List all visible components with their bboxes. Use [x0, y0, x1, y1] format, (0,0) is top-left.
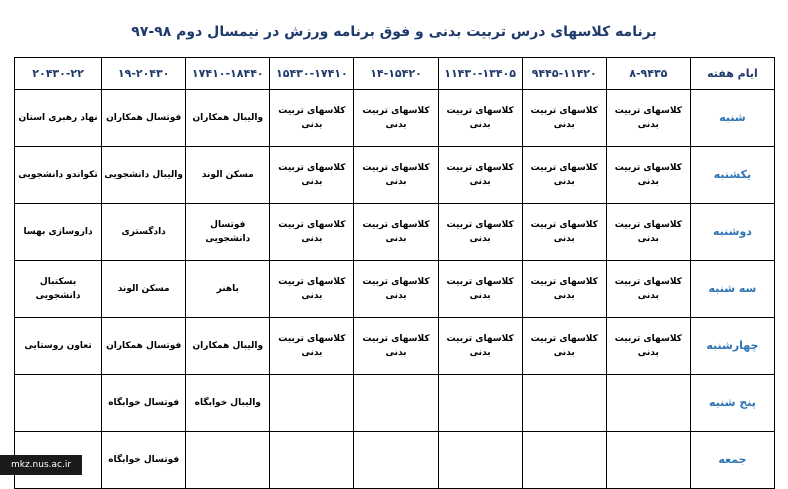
schedule-cell: کلاسهای تربیت بدنی — [354, 90, 438, 147]
schedule-cell: کلاسهای تربیت بدنی — [270, 261, 354, 318]
schedule-cell — [270, 432, 354, 489]
header-slot: ۱۹-۲۰۴۳۰ — [102, 58, 186, 90]
schedule-cell: والیبال همکاران — [186, 318, 270, 375]
schedule-cell — [15, 375, 102, 432]
day-cell: شنبه — [690, 90, 774, 147]
schedule-cell: کلاسهای تربیت بدنی — [354, 147, 438, 204]
schedule-cell: بسکتبال دانشجویی — [15, 261, 102, 318]
schedule-cell: کلاسهای تربیت بدنی — [438, 318, 522, 375]
schedule-cell: فوتسال خوابگاه — [102, 375, 186, 432]
schedule-cell: والیبال همکاران — [186, 90, 270, 147]
watermark: mkz.nus.ac.ir — [0, 455, 82, 475]
schedule-cell: کلاسهای تربیت بدنی — [606, 318, 690, 375]
header-row — [15, 58, 775, 90]
schedule-cell: کلاسهای تربیت بدنی — [438, 90, 522, 147]
page-title: برنامه کلاسهای درس تربیت بدنی و فوق برنامه ورزش در نیمسال دوم ۹۸-۹۷ — [131, 24, 657, 40]
schedule-cell — [270, 375, 354, 432]
schedule-cell — [522, 375, 606, 432]
schedule-cell: فوتسال دانشجویی — [186, 204, 270, 261]
header-slot: ۹۴۴۵-۱۱۴۲۰ — [522, 58, 606, 90]
schedule-cell: کلاسهای تربیت بدنی — [354, 261, 438, 318]
schedule-cell: کلاسهای تربیت بدنی — [606, 204, 690, 261]
schedule-cell: کلاسهای تربیت بدنی — [606, 147, 690, 204]
schedule-cell: فوتسال همکاران — [102, 318, 186, 375]
schedule-cell: کلاسهای تربیت بدنی — [522, 147, 606, 204]
schedule-cell — [354, 432, 438, 489]
schedule-cell: مسکن الوند — [102, 261, 186, 318]
table-row — [15, 147, 775, 204]
day-cell: یکشنبه — [690, 147, 774, 204]
header-slot: ۱۱۴۳۰-۱۳۴۰۵ — [438, 58, 522, 90]
schedule-cell — [606, 432, 690, 489]
header-slot: ۱۷۴۱۰-۱۸۴۴۰ — [186, 58, 270, 90]
schedule-cell — [186, 432, 270, 489]
schedule-cell: نهاد رهبری استان — [15, 90, 102, 147]
schedule-cell: فوتسال همکاران — [102, 90, 186, 147]
schedule-cell: دادگستری — [102, 204, 186, 261]
table-row — [15, 432, 775, 489]
schedule-cell: والیبال دانشجویی — [102, 147, 186, 204]
schedule-cell: باهنر — [186, 261, 270, 318]
header-day: ایام هفته — [690, 58, 774, 90]
header-slot: ۲۰۴۳۰-۲۲ — [15, 58, 102, 90]
schedule-cell: کلاسهای تربیت بدنی — [522, 318, 606, 375]
schedule-cell: کلاسهای تربیت بدنی — [270, 204, 354, 261]
day-cell: جمعه — [690, 432, 774, 489]
schedule-cell — [438, 375, 522, 432]
schedule-cell: کلاسهای تربیت بدنی — [606, 90, 690, 147]
header-slot: ۸-۹۴۳۵ — [606, 58, 690, 90]
table-row — [15, 261, 775, 318]
day-cell: دوشنبه — [690, 204, 774, 261]
schedule-cell: کلاسهای تربیت بدنی — [354, 318, 438, 375]
schedule-cell: تکواندو دانشجویی — [15, 147, 102, 204]
schedule-cell — [522, 432, 606, 489]
schedule-cell: کلاسهای تربیت بدنی — [438, 204, 522, 261]
schedule-cell: کلاسهای تربیت بدنی — [522, 261, 606, 318]
header-slot: ۱۴-۱۵۴۲۰ — [354, 58, 438, 90]
header-slot: ۱۵۴۳۰-۱۷۴۱۰ — [270, 58, 354, 90]
schedule-cell: کلاسهای تربیت بدنی — [270, 147, 354, 204]
day-cell: چهارشنبه — [690, 318, 774, 375]
schedule-cell: فوتسال خوابگاه — [102, 432, 186, 489]
table-row — [15, 90, 775, 147]
schedule-cell: کلاسهای تربیت بدنی — [270, 318, 354, 375]
day-cell: سه شنبه — [690, 261, 774, 318]
schedule-body — [15, 90, 775, 489]
schedule-cell: کلاسهای تربیت بدنی — [438, 147, 522, 204]
day-cell: پنج شنبه — [690, 375, 774, 432]
schedule-cell — [438, 432, 522, 489]
schedule-table — [14, 57, 775, 489]
schedule-cell: مسکن الوند — [186, 147, 270, 204]
schedule-cell: والیبال خوابگاه — [186, 375, 270, 432]
table-row — [15, 318, 775, 375]
schedule-cell — [354, 375, 438, 432]
schedule-cell: کلاسهای تربیت بدنی — [522, 204, 606, 261]
schedule-cell: کلاسهای تربیت بدنی — [270, 90, 354, 147]
schedule-cell: کلاسهای تربیت بدنی — [606, 261, 690, 318]
table-row — [15, 204, 775, 261]
table-row — [15, 375, 775, 432]
schedule-cell: کلاسهای تربیت بدنی — [522, 90, 606, 147]
schedule-cell: کلاسهای تربیت بدنی — [438, 261, 522, 318]
schedule-cell: تعاون روستایی — [15, 318, 102, 375]
schedule-cell: کلاسهای تربیت بدنی — [354, 204, 438, 261]
schedule-cell: داروسازی بهسا — [15, 204, 102, 261]
schedule-cell — [606, 375, 690, 432]
